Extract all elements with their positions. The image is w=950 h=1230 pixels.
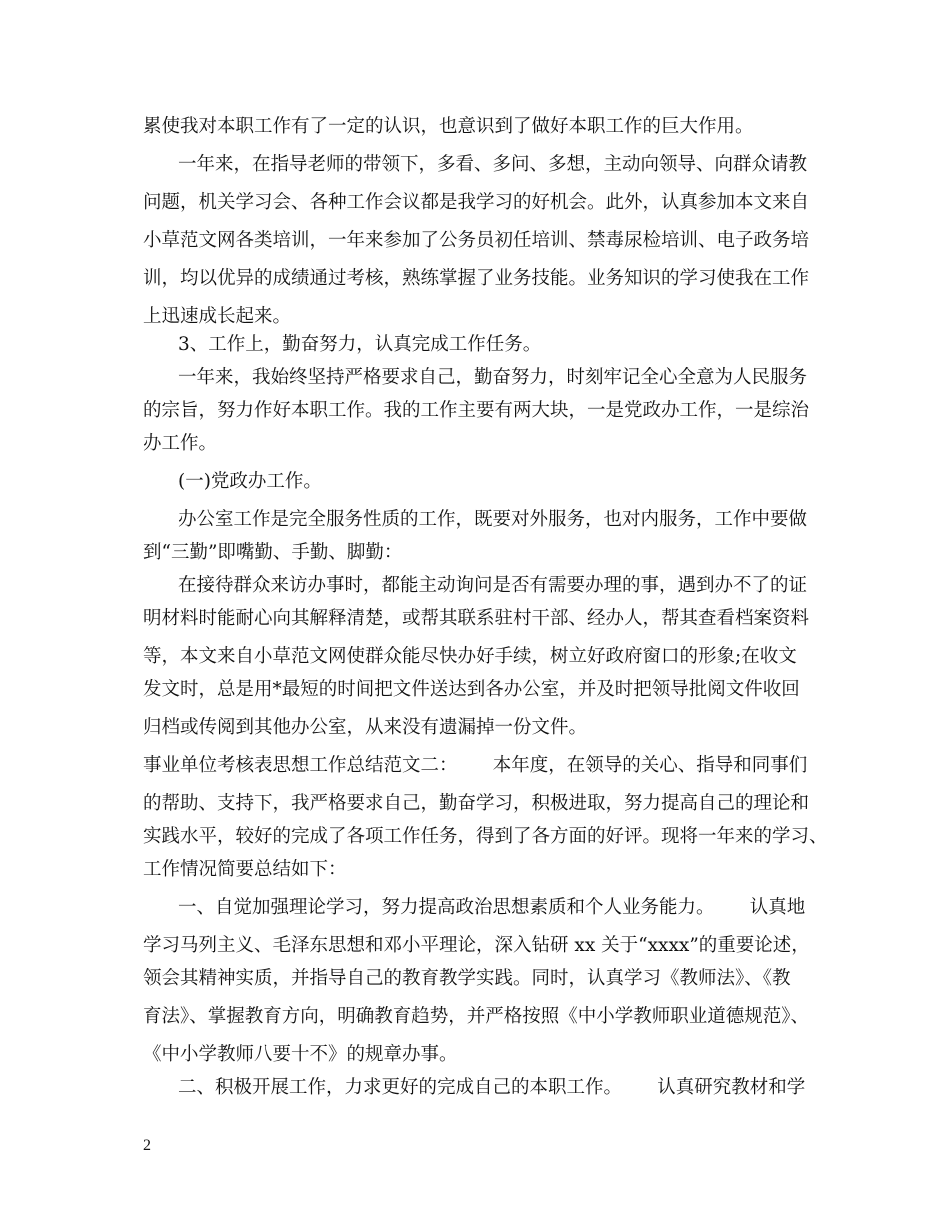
text-line: 训，均以优异的成绩通过考核，熟练掌握了业务技能。业务知识的学习使我在工作 <box>143 268 810 289</box>
text-line: 明材料时能耐心向其解释清楚，或帮其联系驻村干部、经办人，帮其查看档案资料 <box>143 608 810 629</box>
text-line: 领会其精神实质，并指导自己的教育教学实践。同时，认真学习《教师法》、《教 <box>143 968 791 989</box>
text-line: 事业单位考核表思想工作总结范文二： 本年度，在领导的关心、指导和同事们 <box>143 755 808 776</box>
text-line: 《中小学教师八要十不》的规章办事。 <box>143 1044 458 1065</box>
subsection-heading: (一)党政办工作。 <box>178 471 322 492</box>
text-line: 在接待群众来访办事时，都能主动询问是否有需要办理的事，遇到办不了的证 <box>178 575 808 596</box>
text-line: 到“三勤”即嘴勤、手勤、脚勤： <box>143 542 403 563</box>
text-line: 小草范文网各类培训，一年来参加了公务员初任培训、禁毒尿检培训、电子政务培 <box>143 230 810 251</box>
text-line: 等，本文来自小草范文网使群众能尽快办好手续，树立好政府窗口的形象;在收文 <box>143 646 797 667</box>
text-line: 办工作。 <box>143 433 218 454</box>
text-line: 的帮助、支持下，我严格要求自己，勤奋学习，积极进取，努力提高自己的理论和 <box>143 793 810 814</box>
text-line: 一年来，在指导老师的带领下，多看、多问、多想，主动向领导、向群众请教 <box>178 154 808 175</box>
text-line: 育法》、掌握教育方向，明确教育趋势，并严格按照《中小学教师职业道德规范》、 <box>143 1006 810 1027</box>
text-line: 累使我对本职工作有了一定的认识，也意识到了做好本职工作的巨大作用。 <box>143 116 754 137</box>
text-line: 发文时，总是用*最短的时间把文件送达到各办公室，并及时把领导批阅文件收回 <box>143 679 800 700</box>
text-line: 学习马列主义、毛泽东思想和邓小平理论，深入钻研 xx 关于“xxxx”的重要论述， <box>143 935 810 956</box>
text-line: 问题，机关学习会、各种工作会议都是我学习的好机会。此外，认真参加本文来自 <box>143 192 810 213</box>
text-line: 工作情况简要总结如下： <box>143 859 347 880</box>
text-line: 一年来，我始终坚持严格要求自己，勤奋努力，时刻牢记全心全意为人民服务 <box>178 367 808 388</box>
text-line: 上迅速成长起来。 <box>143 306 292 327</box>
text-line: 实践水平，较好的完成了各项工作任务，得到了各方面的好评。现将一年来的学习、 <box>143 826 828 847</box>
text-line: 归档或传阅到其他办公室，从来没有遗漏掉一份文件。 <box>143 717 588 738</box>
page-number: 2 <box>143 1137 151 1154</box>
text-line: 办公室工作是完全服务性质的工作，既要对外服务，也对内服务，工作中要做 <box>178 509 808 530</box>
text-line: 二、积极开展工作，力求更好的完成自己的本职工作。 认真研究教材和学 <box>178 1077 806 1098</box>
text-line: 一、自觉加强理论学习，努力提高政治思想素质和个人业务能力。 认真地 <box>178 897 806 918</box>
section-heading: 3、工作上，勤奋努力，认真完成工作任务。 <box>178 334 542 355</box>
text-line: 的宗旨，努力作好本职工作。我的工作主要有两大块，一是党政办工作，一是综治 <box>143 400 810 421</box>
